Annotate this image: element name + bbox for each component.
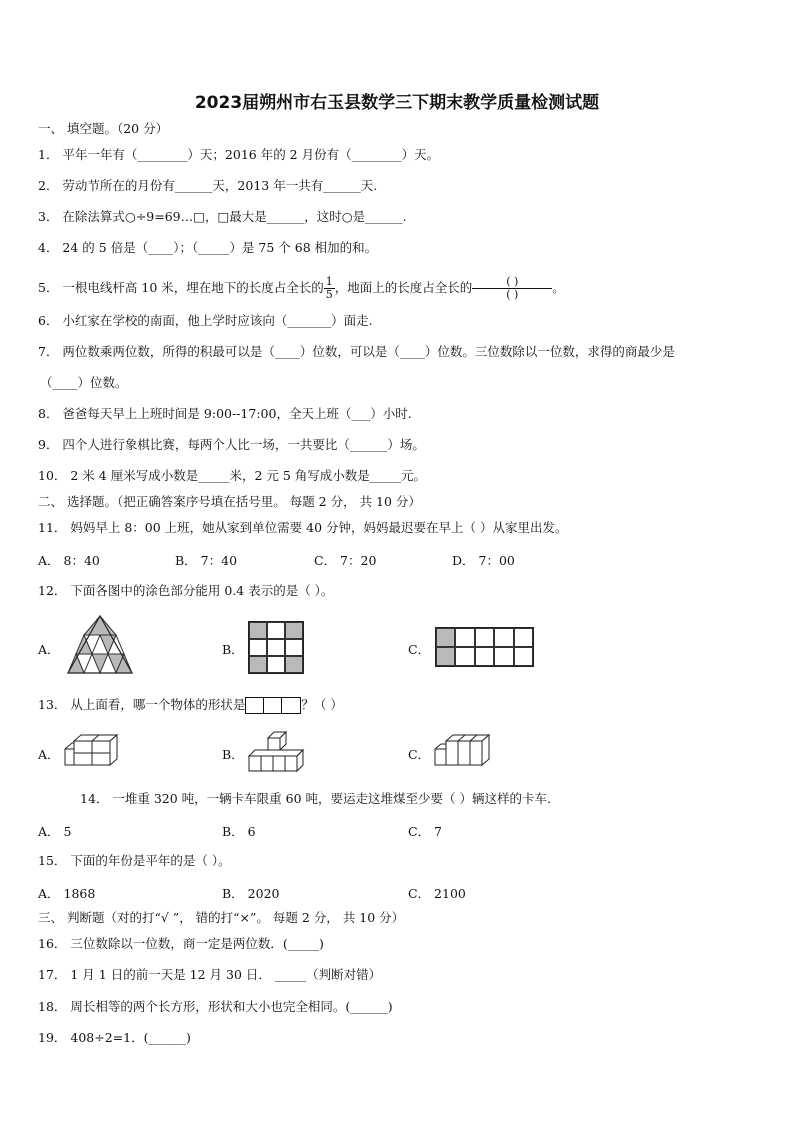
q15-option-a: A． 1868 — [38, 886, 96, 901]
q12-label-a: A． — [38, 642, 60, 657]
square-grid-figure — [248, 621, 304, 674]
question-5-text-c: 。 — [552, 280, 565, 295]
q14-option-c: C． 7 — [408, 824, 442, 839]
question-7-line-1: 7． 两位数乘两位数，所得的积最可以是（____）位数，可以是（____）位数。三位数除以一位数，求得的商最少是 — [38, 344, 675, 359]
question-13-text-a: 13． 从上面看，哪一个物体的形状是 — [38, 697, 246, 712]
q11-option-d: D． 7：00 — [452, 553, 515, 568]
q11-option-c: C． 7：20 — [314, 553, 377, 568]
q12-label-c: C． — [408, 642, 431, 657]
fraction-one-fifth — [324, 276, 335, 301]
q14-option-a: A． 5 — [38, 824, 72, 839]
question-19: 19． 408÷2=1．(______) — [38, 1030, 191, 1045]
cube-stack-a-figure — [62, 732, 124, 768]
question-13-text-b: ？（ ） — [301, 697, 343, 712]
fraction-denominator: 5 — [325, 288, 333, 301]
page-title: 2023届朔州市右玉县数学三下期末教学质量检测试题 — [194, 93, 600, 113]
question-8: 8． 爸爸每天早上上班时间是 9:00--17:00，全天上班（___）小时. — [38, 406, 412, 421]
question-14: 14． 一堆重 320 吨，一辆卡车限重 60 吨，要运走这堆煤至少要（ ）辆这样的卡车. — [80, 791, 551, 806]
q13-label-a: A． — [38, 747, 60, 762]
q15-option-c: C． 2100 — [408, 886, 466, 901]
triangle-figure — [65, 614, 135, 678]
section-true-false: 三、 判断题（对的打“√ ”， 错的打“×”。 每题 2 分， 共 10 分） — [38, 910, 405, 925]
q12-label-b: B． — [222, 642, 244, 657]
section-multiple-choice: 二、 选择题。（把正确答案序号填在括号里。 每题 2 分， 共 10 分） — [38, 494, 421, 509]
question-3: 3． 在除法算式○÷9=69…□，□最大是______，这时○是______. — [38, 209, 407, 224]
question-18: 18． 周长相等的两个长方形，形状和大小也完全相同。(______) — [38, 999, 393, 1014]
question-6: 6． 小红家在学校的南面，他上学时应该向（_______）面走. — [38, 313, 373, 328]
q13-label-c: C． — [408, 747, 431, 762]
top-view-shape — [245, 697, 301, 714]
question-2: 2． 劳动节所在的月份有______天，2013 年一共有______天. — [38, 178, 378, 193]
fraction-numerator: 1 — [325, 275, 333, 288]
cube-stack-c-figure — [432, 732, 494, 768]
question-4: 4． 24 的 5 倍是（____）；（_____）是 75 个 68 相加的和。 — [38, 240, 378, 255]
q11-option-b: B． 7：40 — [175, 553, 238, 568]
fraction-blank — [472, 276, 552, 301]
question-10: 10． 2 米 4 厘米写成小数是_____米，2 元 5 角写成小数是_____元。 — [38, 468, 427, 483]
q14-option-b: B． 6 — [222, 824, 256, 839]
question-5 — [38, 276, 565, 301]
question-11: 11． 妈妈早上 8：00 上班，她从家到单位需要 40 分钟，妈妈最迟要在早上（ ）从家里出发。 — [38, 520, 568, 535]
section-fill-in: 一、 填空题。（20 分） — [38, 121, 169, 136]
question-13 — [38, 697, 343, 714]
q15-option-b: B． 2020 — [222, 886, 280, 901]
rectangle-grid-figure — [435, 627, 534, 667]
fraction-blank-numerator: ( ) — [472, 276, 552, 289]
question-12: 12． 下面各图中的涂色部分能用 0.4 表示的是（ ）。 — [38, 583, 334, 598]
fraction-blank-denominator: ( ) — [506, 288, 519, 301]
question-5-text-a: 5． 一根电线杆高 10 米，埋在地下的长度占全长的 — [38, 280, 324, 295]
question-15: 15． 下面的年份是平年的是（ ）。 — [38, 853, 231, 868]
cube-stack-b-figure — [246, 730, 308, 774]
q11-option-a: A． 8：40 — [38, 553, 100, 568]
question-17: 17． 1 月 1 日的前一天是 12 月 30 日． _____（判断对错） — [38, 967, 382, 982]
question-9: 9． 四个人进行象棋比赛，每两个人比一场，一共要比（______）场。 — [38, 437, 425, 452]
question-16: 16． 三位数除以一位数，商一定是两位数．(_____) — [38, 936, 324, 951]
question-5-text-b: ，地面上的长度占全长的 — [334, 280, 473, 295]
question-7-line-2: （____）位数。 — [40, 375, 128, 390]
q13-label-b: B． — [222, 747, 244, 762]
question-1: 1． 平年一年有（________）天；2016 年的 2 月份有（________）天。 — [38, 147, 440, 162]
